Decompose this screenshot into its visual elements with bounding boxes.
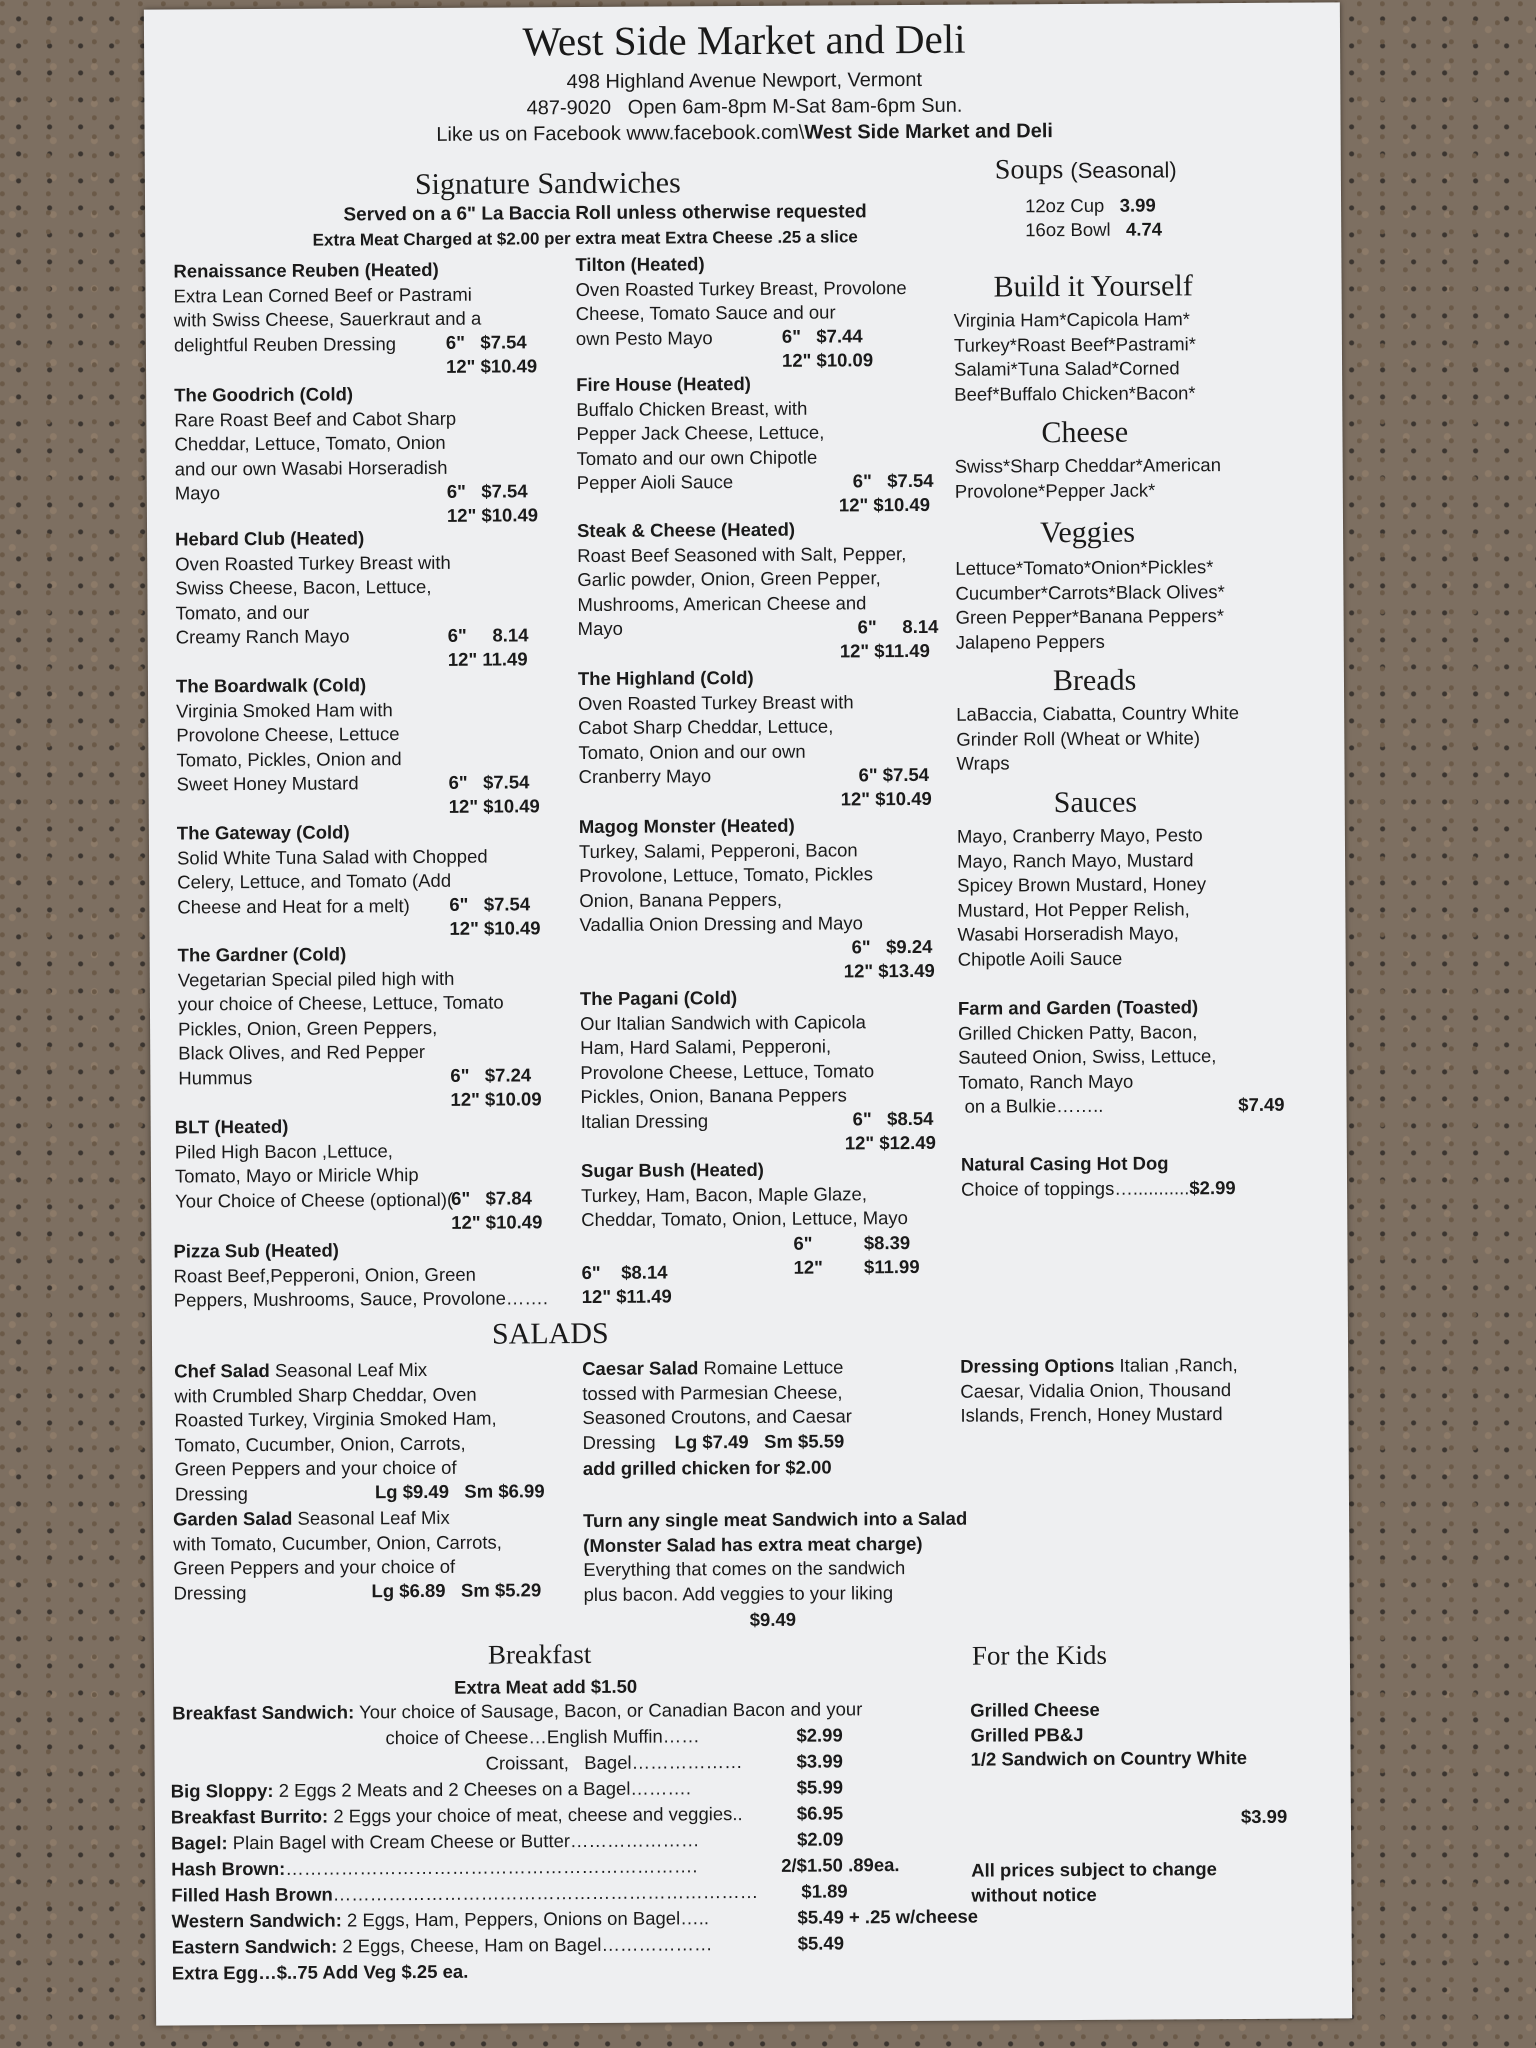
- sandwich-desc: Roast Beef,Pepperoni, Onion, Green Peppers, Mushrooms, Sauce, Provolone…….: [173, 1263, 549, 1311]
- breakfast-title: Breakfast: [487, 1638, 592, 1670]
- price-6in: 6" $7.54: [858, 763, 930, 786]
- cheese-title: Cheese: [1041, 415, 1129, 450]
- build-list: Virginia Ham*Capicola Ham* Turkey*Roast Beef*Pastrami* Salami*Tuna Salad*Corned Beef*Buffalo Chicken*Bacon*: [953, 308, 1196, 405]
- breakfast-price: $3.99: [796, 1750, 843, 1772]
- sandwich-desc: Buffalo Chicken Breast, with Pepper Jack Cheese, Lettuce, Tomato and our own Chipotle Pepper Aioli Sauce: [576, 397, 825, 494]
- price-12in: 12" $13.49: [843, 959, 935, 982]
- price-12in: 12" $10.49: [449, 917, 541, 939]
- farm-bulkie: on a Bulkie……..: [964, 1094, 1104, 1117]
- breakfast-text: 2 Eggs, Ham, Peppers, Onions on Bagel…..: [341, 1907, 710, 1931]
- breakfast-text: 2 Eggs 2 Meats and 2 Cheeses on a Bagel……….: [273, 1777, 692, 1801]
- sauces-list: Mayo, Cranberry Mayo, Pesto Mayo, Ranch Mayo, Mustard Spicey Brown Mustard, Honey Mustard, Hot Pepper Relish, Wasabi Horseradish Mayo, Chipotle Aoili Sauce: [956, 824, 1207, 970]
- price-6in: 6" $9.24: [851, 935, 933, 958]
- kids-title: For the Kids: [971, 1639, 1108, 1671]
- sandwich-desc: Extra Lean Corned Beef or Pastrami with Swiss Cheese, Sauerkraut and a delightful Reuben Dressing: [173, 283, 482, 355]
- dressing-options-list: Italian ,Ranch, Caesar, Vidalia Onion, Thousand Islands, French, Honey Mustard: [960, 1354, 1238, 1426]
- chef-salad-price: Lg $9.49 Sm $6.99: [374, 1480, 545, 1503]
- signature-title: Signature Sandwiches: [414, 166, 681, 202]
- garden-salad-name: Garden Salad: [173, 1507, 293, 1530]
- caesar-add-chicken: add grilled chicken for $2.00: [582, 1456, 832, 1480]
- breakfast-price: $5.49: [797, 1932, 845, 1954]
- breakfast-label: Big Sloppy:: [170, 1779, 274, 1802]
- price-12in: 12" $10.49: [451, 1211, 543, 1233]
- sandwich-desc: Piled High Bacon ,Lettuce, Tomato, Mayo or Miricle Whip Your Choice of Cheese (optional)(: [174, 1139, 454, 1212]
- price-12in: 12" $11.99: [793, 1255, 920, 1278]
- address: 498 Highland Avenue Newport, Vermont: [566, 68, 923, 94]
- sandwich-name: Pizza Sub (Heated): [173, 1239, 339, 1262]
- sandwich-name: The Highland (Cold): [577, 666, 754, 690]
- breads-title: Breads: [1052, 663, 1137, 698]
- kids-item: Grilled PB&J: [970, 1723, 1084, 1746]
- price-6in: 6" $7.54: [449, 893, 531, 915]
- signature-note-2: Extra Meat Charged at $2.00 per extra meat Extra Cheese .25 a slice: [312, 227, 858, 250]
- sandwich-name: The Boardwalk (Cold): [175, 674, 367, 697]
- farm-name: Farm and Garden (Toasted): [957, 996, 1199, 1019]
- price-12in: 12" $11.49: [581, 1285, 672, 1308]
- sandwich-desc: Oven Roasted Turkey Breast with Cabot Sharp Cheddar, Lettuce, Tomato, Onion and our own Cranberry Mayo: [578, 690, 854, 788]
- breakfast-price: $1.89: [797, 1879, 847, 1904]
- breakfast-text: Croissant, Bagel………………: [485, 1751, 743, 1774]
- sandwich-name: BLT (Heated): [174, 1115, 289, 1138]
- breakfast-price: $6.95: [796, 1802, 844, 1824]
- breakfast-text: Your choice of Sausage, Bacon, or Canadian Bacon and your: [354, 1698, 863, 1723]
- sauces-title: Sauces: [1053, 785, 1138, 820]
- sandwich-name: Steak & Cheese (Heated): [576, 518, 796, 542]
- price-notice: All prices subject to change without notice: [971, 1858, 1217, 1906]
- price-12in: 12" $12.49: [844, 1131, 936, 1154]
- restaurant-title: West Side Market and Deli: [522, 15, 966, 65]
- soups-title: Soups: [994, 154, 1064, 186]
- garden-salad-desc: Seasonal Leaf Mix with Tomato, Cucumber, Onion, Carrots, Green Peppers and your choice of Dressing: [173, 1506, 502, 1604]
- price-6in: 6" $8.54: [852, 1107, 934, 1130]
- breakfast-label: Eastern Sandwich:: [171, 1935, 338, 1958]
- caesar-salad-name: Caesar Salad: [582, 1357, 699, 1380]
- sandwich-desc: Our Italian Sandwich with Capicola Ham, Hard Salami, Pepperoni, Provolone Cheese, Lettuce, Tomato Pickles, Onion, Banana Peppers Italian Dressing: [579, 1010, 875, 1132]
- hotdog-toppings: Choice of toppings…...........: [961, 1176, 1190, 1200]
- soup-cup: [1025, 193, 1156, 218]
- cheese-list: Swiss*Sharp Cheddar*American Provolone*Pepper Jack*: [954, 454, 1222, 502]
- breakfast-label: Hash Brown:: [171, 1857, 286, 1880]
- veggies-title: Veggies: [1039, 515, 1136, 550]
- breakfast-price: 2/$1.50 .89ea.: [781, 1853, 899, 1878]
- sandwich-name: Tilton (Heated): [575, 253, 705, 276]
- breakfast-price: $2.99: [796, 1724, 843, 1746]
- breakfast-text: ………………………………………………………….: [285, 1855, 698, 1879]
- breakfast-label: Breakfast Burrito:: [170, 1805, 329, 1828]
- build-title: Build it Yourself: [993, 269, 1193, 304]
- kids-item: Grilled Cheese: [970, 1698, 1100, 1721]
- price-6in: 6" $8.14: [581, 1261, 668, 1284]
- breakfast-price: $5.99: [796, 1776, 844, 1798]
- turn-salad-desc: Everything that comes on the sandwich plus bacon. Add veggies to your liking: [583, 1557, 906, 1605]
- price-12in: 12" $10.49: [445, 355, 538, 377]
- soups-heading: [995, 153, 1177, 186]
- farm-desc: Grilled Chicken Patty, Bacon, Sauteed Onion, Swiss, Lettuce, Tomato, Ranch Mayo: [958, 1020, 1217, 1093]
- facebook-line: [145, 118, 1345, 148]
- sandwich-magog-monster: [579, 813, 980, 938]
- sandwich-desc: Oven Roasted Turkey Breast with Swiss Cheese, Bacon, Lettuce, Tomato, and our Creamy Ranch Mayo: [175, 551, 451, 648]
- breakfast-row: [172, 1957, 962, 1988]
- sandwich-tilton: [575, 251, 976, 351]
- chef-salad-name: Chef Salad: [174, 1359, 270, 1382]
- sandwich-name: The Goodrich (Cold): [174, 383, 354, 406]
- breakfast-label: Extra Egg: [171, 1962, 259, 1984]
- price-12in: 12" $11.49: [839, 639, 930, 662]
- breakfast-price: $2.09: [796, 1828, 844, 1850]
- price-12in: 12" $10.09: [450, 1088, 542, 1110]
- menu-paper: [144, 2, 1352, 2025]
- price-12in: 12" $10.09: [781, 349, 874, 371]
- sandwich-desc: Turkey, Salami, Pepperoni, Bacon Provolone, Lettuce, Tomato, Pickles Onion, Banana Peppers, Vadallia Onion Dressing and Mayo: [578, 838, 873, 936]
- sandwich-desc: Roast Beef Seasoned with Salt, Pepper, Garlic powder, Onion, Green Pepper, Mushrooms, American Cheese and Mayo: [577, 542, 907, 640]
- breakfast-label: Bagel:: [170, 1832, 228, 1854]
- kids-list: [970, 1697, 1247, 1772]
- sandwich-desc: Vegetarian Special piled high with your choice of Cheese, Lettuce, Tomato Pickles, Onion, Green Peppers, Black Olives, and Red Pepper Hummus: [177, 967, 504, 1088]
- caesar-salad-price: Lg $7.49 Sm $5.59: [674, 1430, 845, 1453]
- sandwich-desc: Rare Roast Beef and Cabot Sharp Cheddar, Lettuce, Tomato, Onion and our own Wasabi Horseradish Mayo: [174, 407, 457, 504]
- breakfast-label: Filled Hash Brown: [171, 1883, 333, 1906]
- sandwich-name: Fire House (Heated): [576, 372, 751, 396]
- hours: 487-9020 Open 6am-8pm M-Sat 8am-6pm Sun.: [526, 94, 963, 120]
- salads-title: SALADS: [491, 1316, 609, 1351]
- sandwich-name: Magog Monster (Heated): [578, 814, 795, 838]
- soups-subtitle: (Seasonal): [1070, 157, 1177, 184]
- breakfast-text: 2 Eggs, Cheese, Ham on Bagel………………: [337, 1933, 713, 1957]
- breakfast-text: …$..75 Add Veg $.25 ea.: [258, 1960, 469, 1984]
- facebook-name: West Side Market and Deli: [804, 120, 1053, 144]
- breakfast-text: 2 Eggs your choice of meat, cheese and veggies..: [328, 1803, 743, 1827]
- sandwich-name: Renaissance Reuben (Heated): [173, 258, 439, 282]
- sandwich-name: The Pagani (Cold): [579, 987, 738, 1010]
- facebook-prefix: Like us on Facebook www.facebook.com\: [436, 121, 805, 146]
- breakfast-list: [170, 1697, 979, 1988]
- soup-bowl: [1025, 217, 1162, 242]
- breakfast-label: Breakfast Sandwich:: [172, 1701, 355, 1724]
- farm-price: $7.49: [1238, 1093, 1285, 1116]
- price-12in: 12" $10.49: [446, 504, 539, 526]
- sandwich-name: Hebard Club (Heated): [175, 527, 365, 550]
- sandwich-desc: Oven Roasted Turkey Breast, Provolone Cheese, Tomato Sauce and our own Pesto Mayo: [575, 276, 907, 349]
- hotdog-price: $2.99: [1189, 1176, 1236, 1198]
- price-6in: 6" $7.54: [852, 469, 934, 492]
- price-6in: 6" $7.44: [781, 325, 863, 347]
- sandwich-desc: Turkey, Ham, Bacon, Maple Glaze, Cheddar, Tomato, Onion, Lettuce, Mayo: [581, 1182, 908, 1231]
- signature-note-1: Served on a 6" La Baccia Roll unless otherwise requested: [343, 201, 867, 226]
- sandwich-sugar-bush: [581, 1157, 981, 1233]
- sandwich-desc: Virginia Smoked Ham with Provolone Cheese, Lettuce Tomato, Pickles, Onion and Sweet Honey Mustard: [176, 698, 402, 795]
- price-6in: 6" $7.84: [451, 1187, 532, 1209]
- caesar-salad-desc: Romaine Lettuce tossed with Parmesian Cheese, Seasoned Croutons, and Caesar Dressing: [582, 1356, 852, 1453]
- kids-item: 1/2 Sandwich on Country White: [970, 1746, 1248, 1770]
- soup-cup-label: 12oz Cup: [1025, 194, 1105, 217]
- breakfast-price: $5.49 + .25 w/cheese: [797, 1905, 979, 1928]
- kids-price: $3.99: [1240, 1805, 1288, 1828]
- sandwich-pizza-sub: [173, 1237, 593, 1313]
- soup-cup-price: 3.99: [1119, 194, 1156, 216]
- sandwich-name: Sugar Bush (Heated): [580, 1158, 764, 1182]
- price-6in: 6" $7.24: [450, 1064, 532, 1086]
- farm-and-garden: [958, 995, 1299, 1120]
- sandwich-desc: Solid White Tuna Salad with Chopped Celery, Lettuce, and Tomato (Add Cheese and Heat for a melt): [176, 845, 488, 917]
- price-12in: 12" 11.49: [447, 648, 528, 670]
- hot-dog: [961, 1151, 1291, 1202]
- breakfast-text: Plain Bagel with Cream Cheese or Butter…………………: [227, 1829, 700, 1854]
- soup-bowl-label: 16oz Bowl: [1025, 218, 1111, 241]
- price-6in: 6" $8.39: [793, 1232, 911, 1254]
- breads-list: LaBaccia, Ciabatta, Country White Grinder Roll (Wheat or White) Wraps: [956, 701, 1240, 774]
- price-6in: 6" $7.54: [446, 480, 528, 502]
- turn-into-salad: [583, 1506, 1024, 1607]
- hotdog-name: Natural Casing Hot Dog: [960, 1152, 1169, 1175]
- breakfast-note: Extra Meat add $1.50: [454, 1675, 638, 1698]
- garden-salad-price: Lg $6.89 Sm $5.29: [371, 1579, 542, 1602]
- soup-bowl-price: 4.74: [1125, 218, 1163, 240]
- dressing-options-name: Dressing Options: [960, 1354, 1115, 1377]
- breakfast-text: ……………………………………………………………: [332, 1880, 759, 1905]
- turn-salad-price: $9.49: [749, 1608, 797, 1631]
- sandwich-name: The Gardner (Cold): [177, 943, 347, 966]
- dressing-options: [960, 1353, 1320, 1429]
- chef-salad-desc: Seasonal Leaf Mix with Crumbled Sharp Cheddar, Oven Roasted Turkey, Virginia Smoked Ham, Tomato, Cucumber, Onion, Carrots, Green Peppers and your choice of Dressing: [174, 1358, 497, 1505]
- turn-salad-title: Turn any single meat Sandwich into a Salad (Monster Salad has extra meat charge): [583, 1507, 968, 1556]
- sandwich-name: The Gateway (Cold): [176, 821, 350, 844]
- veggies-list: Lettuce*Tomato*Onion*Pickles* Cucumber*Carrots*Black Olives* Green Pepper*Banana Peppers* Jalapeno Peppers: [955, 556, 1225, 653]
- breakfast-label: Western Sandwich:: [171, 1909, 342, 1932]
- price-12in: 12" $10.49: [448, 795, 540, 817]
- price-12in: 12" $10.49: [838, 493, 931, 516]
- price-6in: 6" $7.54: [448, 771, 530, 793]
- price-6in: 6" 8.14: [857, 615, 939, 638]
- price-6in: 6" 8.14: [447, 624, 529, 646]
- price-6in: 6" $7.54: [445, 331, 527, 353]
- breakfast-text: choice of Cheese…English Muffin……: [385, 1725, 700, 1749]
- price-12in: 12" $10.49: [840, 787, 932, 810]
